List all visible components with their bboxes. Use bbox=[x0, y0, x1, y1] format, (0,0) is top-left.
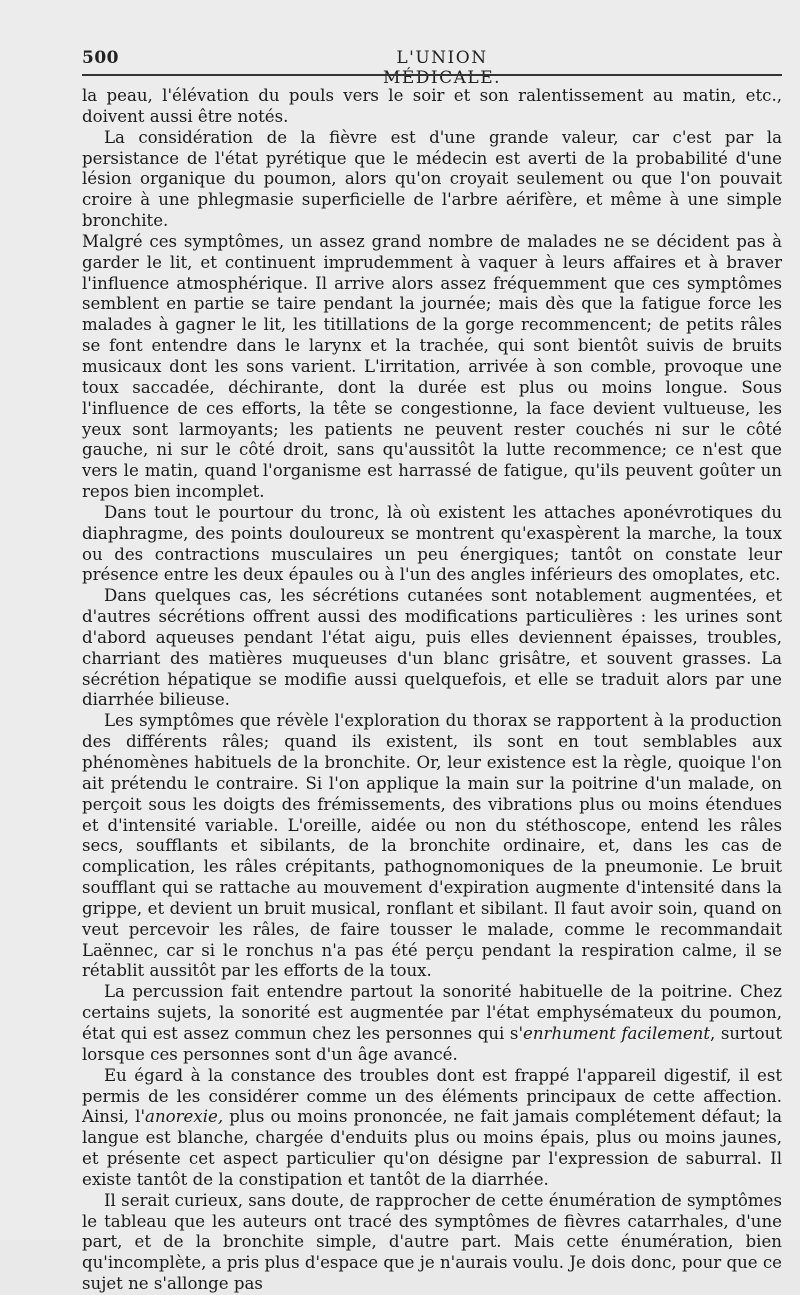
page-number: 500 bbox=[82, 48, 119, 68]
paragraph-7 bbox=[82, 982, 782, 1065]
paragraph-1: la peau, l'élévation du pouls vers le soir et son ralentissement au matin, etc., doivent aussi être notés. bbox=[82, 86, 782, 126]
paragraph-8-text-before: Eu égard à la constance des troubles dont est frappé l'appareil digestif, il est permis de les considérer comme un des éléments principaux de cette affection. Ainsi, l' bbox=[82, 1065, 782, 1127]
paragraph-8-text-after: plus ou moins prononcée, ne fait jamais complétement défaut; la langue est blanche, chargée d'enduits plus ou moins épais, plus ou moins jaunes, et présente cet aspect particulier qu'on désigne par l'expression de saburral. Il existe tantôt de la constipation et tantôt de la diarrhée. bbox=[82, 1107, 782, 1189]
paragraph-5: Dans quelques cas, les sécrétions cutanées sont notablement augmentées, et d'autres sécrétions offrent aussi des modifications particulières : les urines sont d'abord aqueuses pendant l'état aigu, puis elles deviennent épaisses, troubles, charriant des matières muqueuses d'un blanc grisâtre, et souvent grasses. La sécrétion hépatique se modifie aussi quelquefois, et elle se traduit alors par une diarrhée bilieuse. bbox=[82, 586, 782, 710]
page-header bbox=[82, 44, 782, 88]
article-body bbox=[82, 86, 782, 1295]
paragraph-7-text-before: La percussion fait entendre partout la sonorité habituelle de la poitrine. Chez certains sujets, la sonorité est augmentée par l'état emphysémateux du poumon, état qui est assez commun chez les personnes qui s' bbox=[82, 982, 782, 1043]
header-rule bbox=[82, 74, 782, 76]
paragraph-4: Dans tout le pourtour du tronc, là où existent les attaches aponévrotiques du diaphragme, des points douloureux se montrent qu'exaspèrent la marche, la toux ou des contractions musculaires un peu énergiques; tantôt on constate leur présence entre les deux épaules ou à l'un des angles inférieurs des omoplates, etc. bbox=[82, 502, 782, 585]
paragraph-7-italic: enrhument facilement bbox=[523, 1023, 710, 1043]
paragraph-9: Il serait curieux, sans doute, de rapprocher de cette énumération de symptômes le tableau que les auteurs ont tracé des symptômes de fièvres catarrhales, d'une part, et de la bronchite simple, d'autre part. Mais cette énumération, bien qu'incomplète, a pris plus d'espace que je n'aurais voulu. Je dois donc, pour que ce sujet ne s'allonge pas bbox=[82, 1190, 782, 1294]
paragraph-6: Les symptômes que révèle l'exploration du thorax se rapportent à la production des différents râles; quand ils existent, ils sont en tout semblables aux phénomènes habituels de la bronchite. Or, leur existence est la règle, quoique l'on ait prétendu le contraire. Si l'on applique la main sur la poitrine d'un malade, on perçoit sous les doigts des frémissements, des vibrations plus ou moins étendues et d'intensité variable. L'oreille, aidée ou non du stéthoscope, entend les râles secs, soufflants et sibilants, de la bronchite ordinaire, et, dans les cas de complication, les râles crépitants, pathognomoniques de la pneumonie. Le bruit soufflant qui se rattache au mouvement d'expiration augmente d'intensité dans la grippe, et devient un bruit musical, ronflant et sibilant. Il faut avoir soin, quand on veut percevoir les râles, de faire tousser le malade, comme le recommandait Laënnec, car si le ronchus n'a pas été perçu pendant la respiration calme, il se rétablit aussitôt par les efforts de la toux. bbox=[82, 711, 782, 981]
paragraph-2: La considération de la fièvre est d'une grande valeur, car c'est par la persistance de l'état pyrétique que le médecin est averti de la probabilité d'une lésion organique du poumon, alors qu'on croyait seulement ou que l'on pouvait croire à une phlegmasie superficielle de l'arbre aérifère, et même à une simple bronchite. bbox=[82, 127, 782, 231]
paragraph-3: Malgré ces symptômes, un assez grand nombre de malades ne se décident pas à garder le lit, et continuent imprudemment à vaquer à leurs affaires et à braver l'influence atmosphérique. Il arrive alors assez fréquemment que ces symptômes semblent en partie se taire pendant la journée; mais dès que la fatigue force les malades à gagner le lit, les titillations de la gorge recommencent; de petits râles se font entendre dans le larynx et la trachée, qui sont bientôt suivis de bruits musicaux dont les sons varient. L'irritation, arrivée à son comble, provoque une toux saccadée, déchirante, dont la durée est plus ou moins longue. Sous l'influence de ces efforts, la tête se congestionne, la face devient vultueuse, les yeux sont larmoyants; les patients ne peuvent rester couchés ni sur le côté gauche, ni sur le côté droit, sans qu'aussitôt la lutte recommence; ce n'est que vers le matin, quand l'organisme est harrassé de fatigue, qu'ils peuvent goûter un repos bien incomplet. bbox=[82, 231, 782, 502]
paragraph-8-italic: anorexie, bbox=[145, 1107, 224, 1127]
paragraph-7-text-after: , surtout lorsque ces personnes sont d'un âge avancé. bbox=[82, 1023, 783, 1064]
paragraph-8 bbox=[82, 1066, 782, 1191]
running-head: L'UNION MÉDICALE. bbox=[382, 48, 502, 88]
